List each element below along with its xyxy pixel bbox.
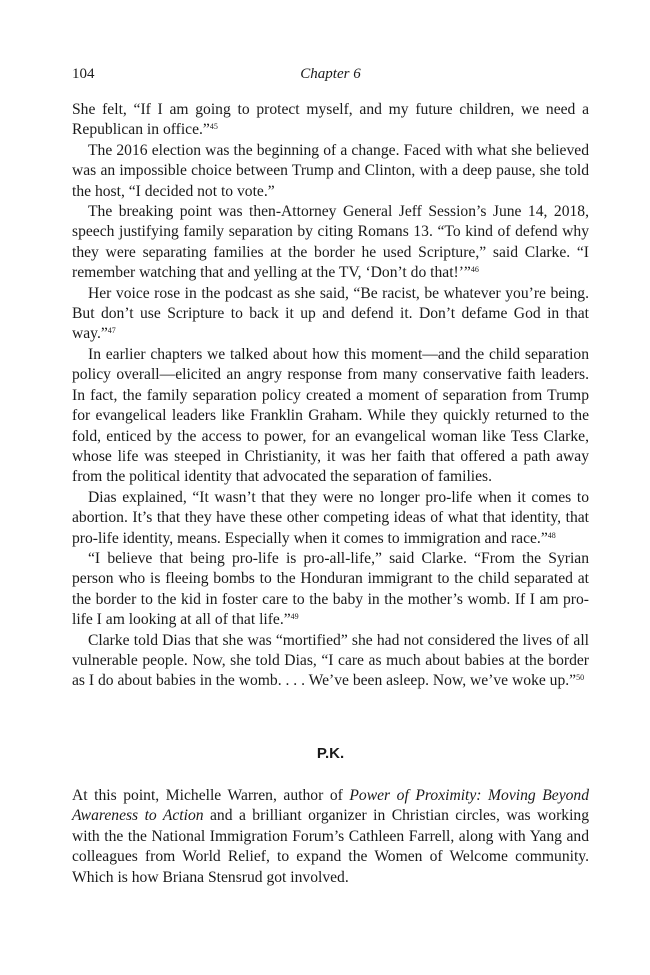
section-body <box>72 786 589 888</box>
paragraph: In earlier chapters we talked about how this moment—and the child separation policy overall—elicited an angry response from many conservative faith leaders. In fact, the family separation policy created a moment of separation from Trump for evangelical leaders like Franklin Graham. While they quickly returned to the fold, enticed by the access to power, for an evangelical woman like Tess Clarke, whose life was steeped in Christianity, it was her faith that offered a path away from the political identity that advocated the separation of families. <box>72 345 589 486</box>
footnote-ref: 47 <box>107 326 116 336</box>
paragraph: Clarke told Dias that she was “mortified” she had not considered the lives of all vulnerable people. Now, she told Dias, “I care as much about babies at the border as I do about babies in the womb. . . . We’ve been asleep. Now, we’ve woke up.”$^{50}$ <box>72 631 589 690</box>
book-title: Power of Proximity: Moving Beyond Awareness to Action <box>72 787 590 825</box>
page-header <box>72 66 589 86</box>
paragraph: At this point, Michelle Warren, author of Power of Proximity: Moving Beyond Awareness to Action and a brilliant organizer in Christian circles, was working with the the National Immigration Forum’s Cathleen Farrell, along with Yang and colleagues from World Relief, to expand the Women of Welcome community. Which is how Briana Stensrud got involved. <box>72 787 590 886</box>
paragraph: She felt, “If I am going to protect myself, and my future children, we need a Republican in office.”$^{45}$ <box>72 101 589 139</box>
section-heading: P.K. <box>316 745 345 762</box>
paragraph: The 2016 election was the beginning of a change. Faced with what she believed was an impossible choice between Trump and Clinton, with a deep pause, she told the host, “I decided not to vote.” <box>72 141 589 200</box>
footnote-ref: 46 <box>470 265 479 275</box>
paragraph: Her voice rose in the podcast as she said, “Be racist, be whatever you’re being. But don’t use Scripture to back it up and defend it. Don’t defame God in that way.”$^{47}$ <box>72 284 589 343</box>
body-text <box>72 100 589 692</box>
footnote-ref: 49 <box>290 612 299 622</box>
running-head: Chapter 6 <box>300 66 361 82</box>
footnote-ref: 48 <box>547 530 556 540</box>
paragraph: “I believe that being pro-life is pro-all-life,” said Clarke. “From the Syrian person who is fleeing bombs to the Honduran immigrant to the child separated at the border to the kid in foster care to the baby in the mother’s womb. If I am pro-life I am looking at all of that life.”$^{49}$ <box>72 549 589 629</box>
footnote-ref: 45 <box>209 122 218 132</box>
footnote-ref: 50 <box>576 673 585 683</box>
paragraph: Dias explained, “It wasn’t that they were no longer pro-life when it comes to abortion. It’s that they have these other competing ideas of what that identity, that pro-life identity, means. Especially when it comes to immigration and race.”$^{48}$ <box>72 488 589 547</box>
paragraph: The breaking point was then-Attorney General Jeff Session’s June 14, 2018, speech justifying family separation by citing Romans 13. “To kind of defend why they were separating families at the border he used Scripture,” said Clarke. “I remember watching that and yelling at the TV, ‘Don’t do that!’”$^{46}$ <box>72 203 589 282</box>
page-number: 104 <box>72 66 95 82</box>
